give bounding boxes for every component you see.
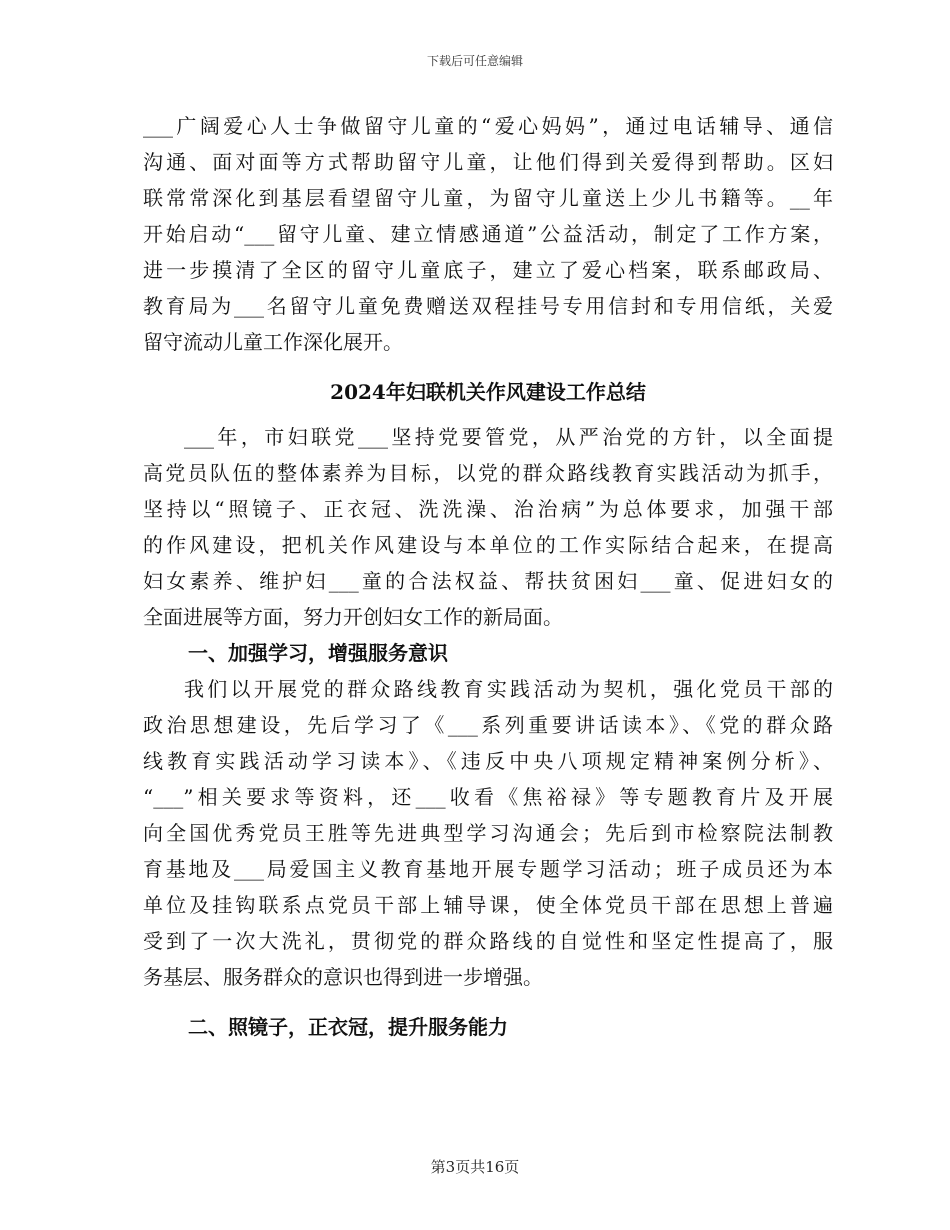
- page-header: 下载后可任意编辑: [426, 54, 523, 68]
- text-line: ___广阔爱心人士争做留守儿童的“爱心妈妈”，通过电话辅导、通信: [143, 114, 833, 138]
- text-line: 单位及挂钩联系点党员干部上辅导课，使全体党员干部在思想上普遍: [143, 893, 833, 917]
- text-line: “___”相关要求等资料，还___收看《焦裕禄》等专题教育片及开展: [143, 785, 833, 809]
- text-line: 教育局为___名留守儿童免费赠送双程挂号专用信封和专用信纸，关爱: [143, 294, 833, 318]
- text-line: 向全国优秀党员王胜等先进典型学习沟通会；先后到市检察院法制教: [143, 821, 833, 845]
- text-line: 政治思想建设，先后学习了《___系列重要讲话读本》、《党的群众路: [143, 713, 833, 737]
- text-line: 全面进展等方面，努力开创妇女工作的新局面。: [143, 605, 563, 629]
- text-line: 进一步摸清了全区的留守儿童底子，建立了爱心档案，联系邮政局、: [143, 258, 833, 282]
- section-heading-2: 二、照镜子，正衣冠，提升服务能力: [188, 1015, 508, 1039]
- text-line: 受到了一次大洗礼，贯彻党的群众路线的自觉性和坚定性提高了，服: [143, 929, 833, 953]
- text-line: 线教育实践活动学习读本》、《违反中央八项规定精神案例分析》、: [143, 749, 833, 773]
- text-line: 留守流动儿童工作深化展开。: [143, 330, 403, 354]
- paragraph-section-1: [143, 671, 833, 995]
- text-line: 我们以开展党的群众路线教育实践活动为契机，强化党员干部的: [184, 677, 833, 701]
- paragraph-summary: [143, 419, 833, 635]
- text-line: 的作风建设，把机关作风建设与本单位的工作实际结合起来，在提高: [143, 533, 833, 557]
- text-line: 务基层、服务群众的意识也得到进一步增强。: [143, 965, 543, 989]
- text-line: 育基地及___局爱国主义教育基地开展专题学习活动；班子成员还为本: [143, 857, 833, 881]
- text-line: 开始启动“___留守儿童、建立情感通道”公益活动，制定了工作方案，: [143, 222, 833, 246]
- text-line: 高党员队伍的整体素养为目标，以党的群众路线教育实践活动为抓手，: [143, 461, 833, 485]
- text-line: ___年，市妇联党___坚持党要管党，从严治党的方针，以全面提: [184, 425, 833, 449]
- section-heading-1: 一、加强学习，增强服务意识: [188, 641, 448, 665]
- document-body: [143, 108, 833, 1045]
- document-title: 2024年妇联机关作风建设工作总结: [330, 380, 646, 404]
- text-line: 联常常深化到基层看望留守儿童，为留守儿童送上少儿书籍等。__年: [143, 186, 833, 210]
- text-line: 妇女素养、维护妇___童的合法权益、帮扶贫困妇___童、促进妇女的: [143, 569, 833, 593]
- text-line: 坚持以“照镜子、正衣冠、洗洗澡、治治病”为总体要求，加强干部: [143, 497, 833, 521]
- paragraph-intro: [143, 108, 833, 360]
- page-number: 第3页共16页: [430, 1158, 520, 1176]
- text-line: 沟通、面对面等方式帮助留守儿童，让他们得到关爱得到帮助。区妇: [143, 150, 833, 174]
